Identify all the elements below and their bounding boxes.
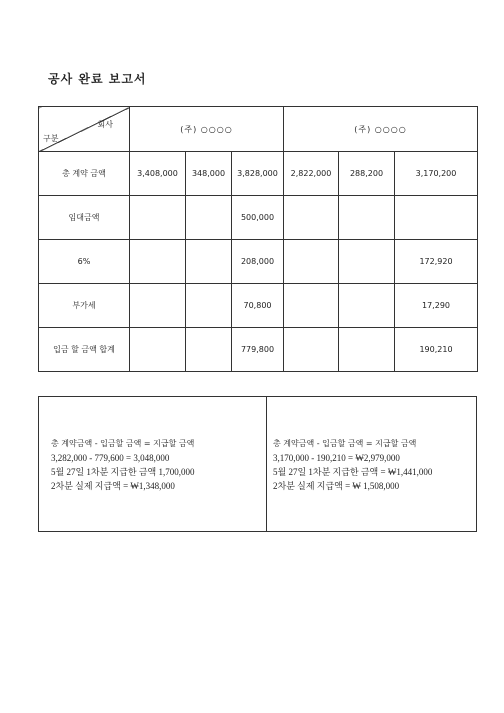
company-b-value: 288,200: [339, 152, 395, 196]
company-a-value: [186, 284, 232, 328]
summary-calculation: 3,282,000 - 779,600 = 3,048,000: [51, 453, 170, 463]
row-label: 부가세: [39, 284, 130, 328]
summary-first-payment: 5월 27일 1차분 지급한 금액 = ₩1,441,000: [273, 467, 433, 477]
company-a-total: 500,000: [232, 196, 284, 240]
table-row: [39, 284, 478, 328]
table-row: [39, 240, 478, 284]
table-row: [39, 152, 478, 196]
company-a-value: 3,408,000: [130, 152, 186, 196]
company-a-value: [130, 196, 186, 240]
company-a-total: 208,000: [232, 240, 284, 284]
row-label: 6%: [39, 240, 130, 284]
header-company-label: 회사: [97, 120, 113, 129]
company-b-total: 172,920: [395, 240, 478, 284]
company-a-value: [130, 284, 186, 328]
company-a-value: [186, 240, 232, 284]
company-b-header: (주) ○○○○: [284, 107, 478, 152]
company-b-value: [284, 196, 339, 240]
page-title: 공사 완료 보고서: [48, 72, 147, 86]
row-label: 임대금액: [39, 196, 130, 240]
company-a-value: 348,000: [186, 152, 232, 196]
company-b-value: [339, 328, 395, 372]
company-a-total: 70,800: [232, 284, 284, 328]
row-label: 총 계약 금액: [39, 152, 130, 196]
diagonal-header-cell: [39, 107, 130, 152]
report-table: [38, 106, 478, 372]
row-label: 입금 할 금액 합계: [39, 328, 130, 372]
company-a-total: 779,800: [232, 328, 284, 372]
summary-second-payment: 2차분 실제 지급액 = ₩ 1,508,000: [273, 481, 400, 491]
header-category-label: 구분: [43, 134, 59, 143]
table-header-row: [39, 107, 478, 152]
company-a-value: [130, 240, 186, 284]
company-b-value: [339, 196, 395, 240]
company-b-value: [339, 240, 395, 284]
company-b-value: [284, 284, 339, 328]
company-b-total: 190,210: [395, 328, 478, 372]
company-a-value: [130, 328, 186, 372]
company-a-value: [186, 196, 232, 240]
company-b-value: 2,822,000: [284, 152, 339, 196]
company-b-value: [284, 328, 339, 372]
company-b-total: [395, 196, 478, 240]
summary-company-a: [39, 397, 267, 531]
summary-calculation: 3,170,000 - 190,210 = ₩2,979,000: [273, 453, 400, 463]
summary-first-payment: 5월 27일 1차분 지급한 금액 1,700,000: [51, 467, 195, 477]
summary-formula-label: 총 계약금액 - 입금할 금액 = 지급할 금액: [51, 439, 195, 448]
company-b-total: 17,290: [395, 284, 478, 328]
summary-second-payment: 2차분 실제 지급액 = ₩1,348,000: [51, 481, 175, 491]
company-a-header: (주) ○○○○: [130, 107, 284, 152]
company-b-value: [339, 284, 395, 328]
company-b-value: [284, 240, 339, 284]
company-a-value: [186, 328, 232, 372]
payment-summary-box: [38, 396, 477, 532]
table-row: [39, 328, 478, 372]
table-row: [39, 196, 478, 240]
company-a-total: 3,828,000: [232, 152, 284, 196]
summary-company-b: [267, 397, 476, 531]
summary-formula-label: 총 계약금액 - 입금할 금액 = 지급할 금액: [273, 439, 417, 448]
company-b-total: 3,170,200: [395, 152, 478, 196]
